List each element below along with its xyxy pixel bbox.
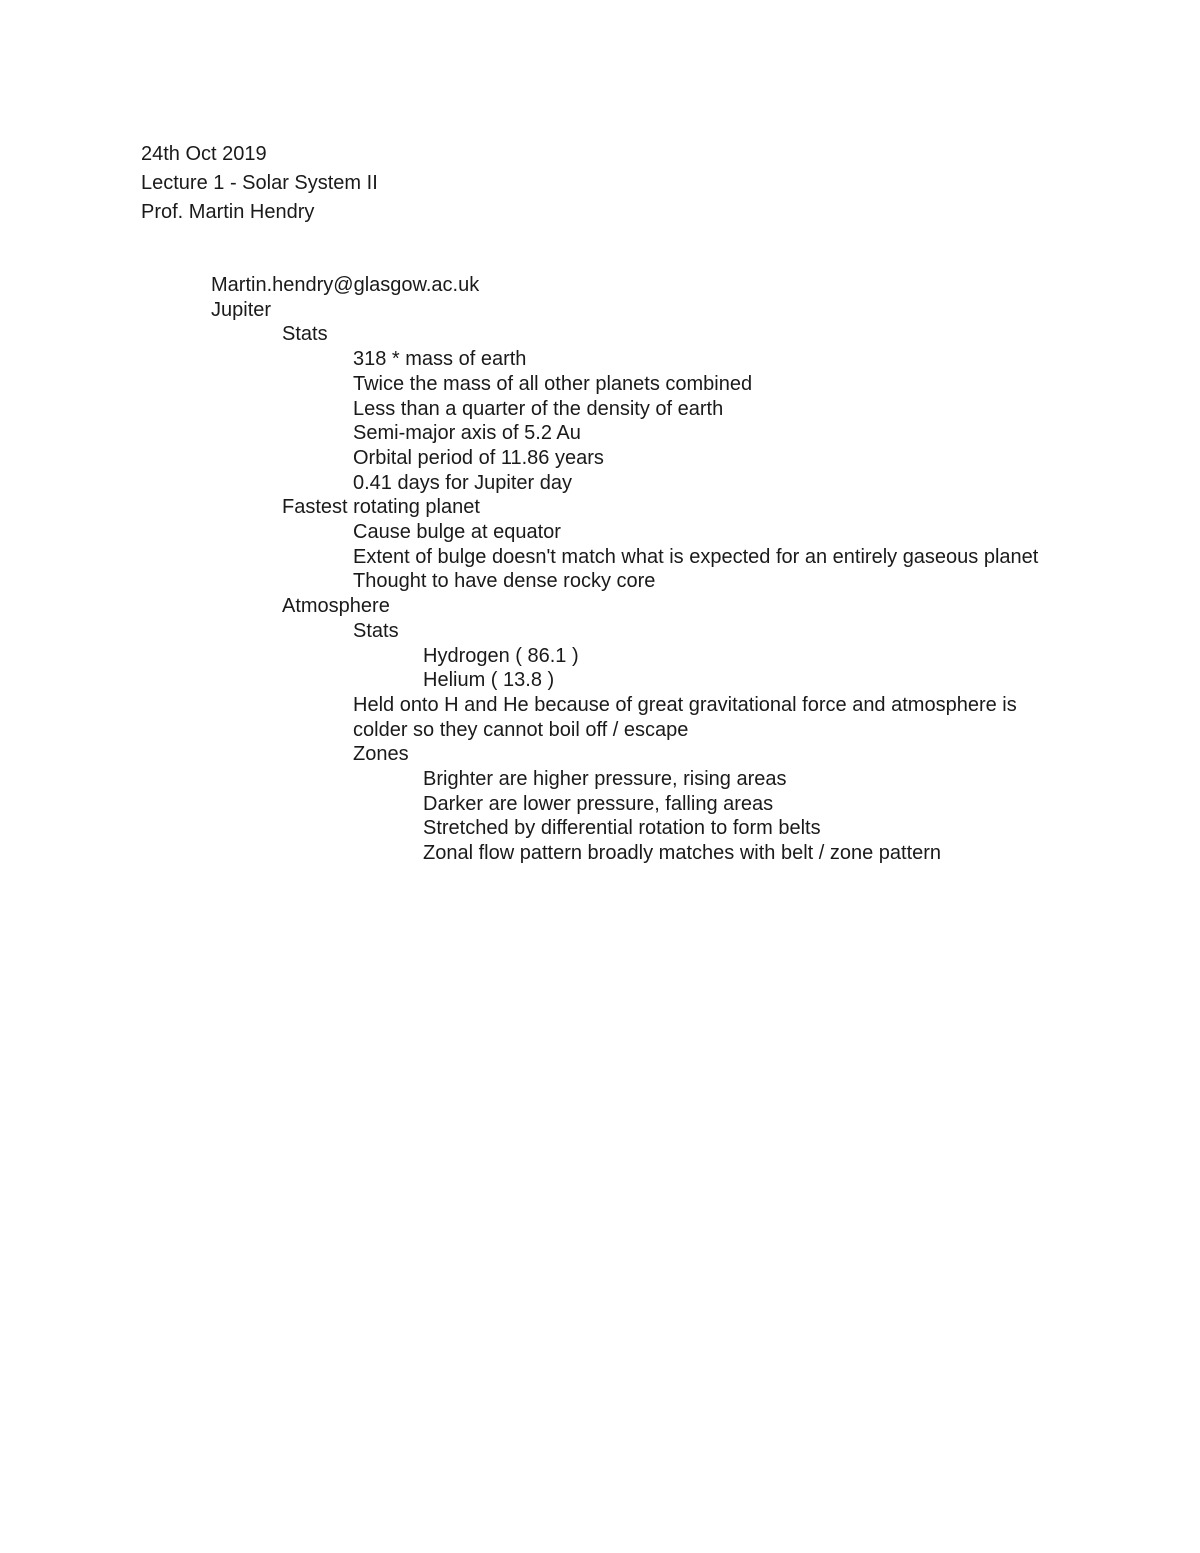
- list-item: 318 * mass of earth: [353, 348, 527, 371]
- list-item: Less than a quarter of the density of earth: [353, 397, 724, 420]
- atmosphere-stats-heading: Stats: [353, 619, 399, 642]
- list-item: Twice the mass of all other planets combined: [353, 372, 753, 395]
- list-item: 0.41 days for Jupiter day: [353, 471, 573, 494]
- zones-heading: Zones: [353, 743, 409, 766]
- rotation-heading: Fastest rotating planet: [282, 496, 480, 519]
- list-item: Brighter are higher pressure, rising areas: [423, 768, 787, 791]
- lecture-title: Lecture 1 - Solar System II: [141, 172, 378, 194]
- topic-heading: Jupiter: [211, 298, 272, 321]
- list-item: Cause bulge at equator: [353, 521, 561, 544]
- email-line: Martin.hendry@glasgow.ac.uk: [211, 274, 480, 296]
- list-item: Hydrogen ( 86.1 ): [423, 644, 579, 667]
- professor-name: Prof. Martin Hendry: [141, 201, 315, 223]
- note-header: [141, 140, 378, 227]
- list-item: Zonal flow pattern broadly matches with belt / zone pattern: [423, 842, 942, 865]
- list-item: Thought to have dense rocky core: [353, 570, 656, 593]
- list-item: Stretched by differential rotation to form belts: [423, 817, 821, 840]
- held-note: Held onto H and He because of great gravitational force and atmosphere is colder so they cannot boil off / escape: [353, 693, 1017, 741]
- list-item: Semi-major axis of 5.2 Au: [353, 422, 581, 445]
- stats-heading: Stats: [282, 323, 328, 346]
- atmosphere-heading: Atmosphere: [282, 595, 390, 618]
- date-line: 24th Oct 2019: [141, 143, 267, 165]
- list-item: Helium ( 13.8 ): [423, 669, 555, 692]
- list-item: Extent of bulge doesn't match what is expected for an entirely gaseous planet: [353, 545, 1039, 568]
- note-body: [211, 273, 1071, 866]
- list-item: Orbital period of 11.86 years: [353, 446, 604, 469]
- list-item: Darker are lower pressure, falling areas: [423, 792, 774, 815]
